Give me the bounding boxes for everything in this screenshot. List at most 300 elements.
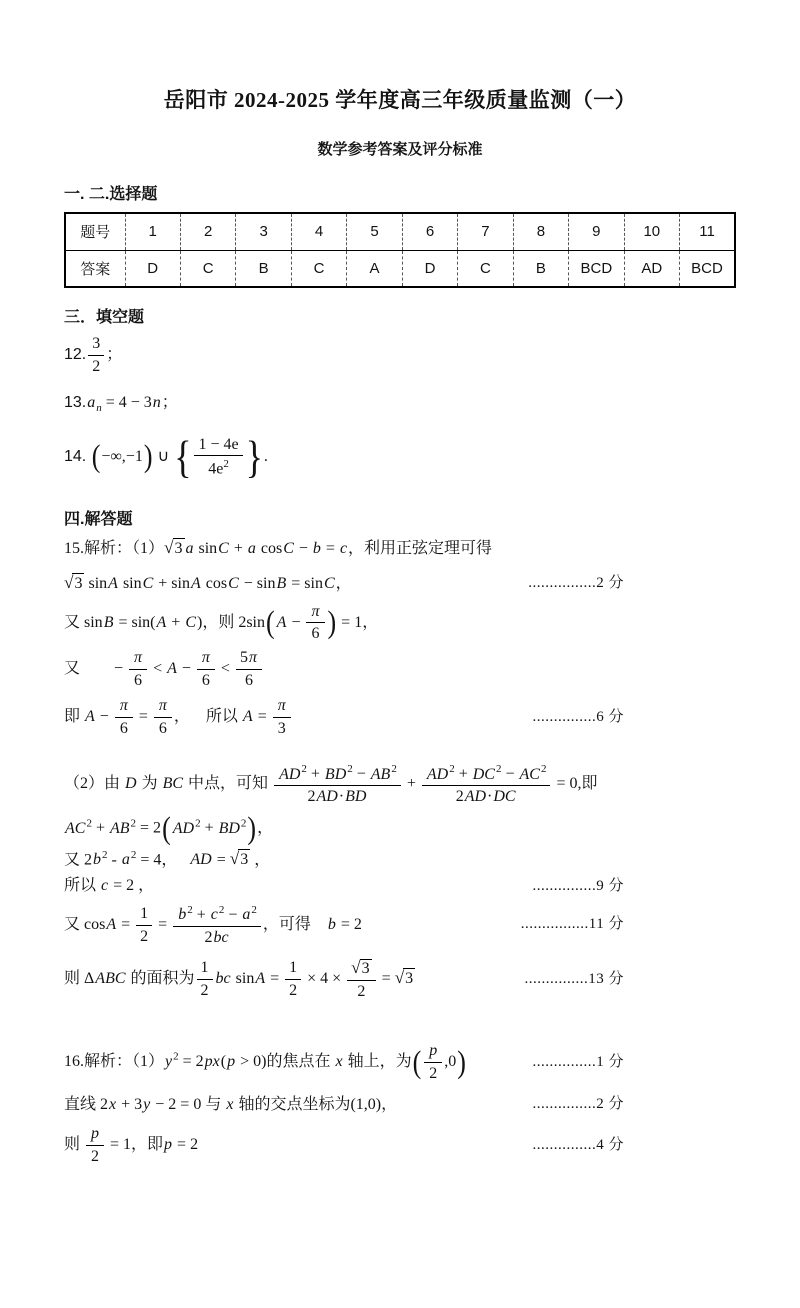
answer-cell: D [402,250,457,287]
math-text: 3 [174,540,183,558]
solution-line [64,810,736,846]
math-text: − [224,906,242,924]
solution-line [64,649,736,689]
math-text: + [229,540,247,558]
superscript: 2 [195,817,201,830]
math-variable: bc [215,970,231,988]
fill-answer-line [64,335,736,375]
question-number-cell: 5 [347,213,402,250]
math-text: = [266,970,284,988]
math-variable: a [185,540,194,558]
fraction [283,959,303,999]
numerator [173,904,261,927]
math-text: + [91,819,109,837]
math-text: 2 [204,928,213,946]
sqrt-radical [230,848,250,871]
math-text: ，利用正弦定理可得 [348,540,493,558]
fraction [195,649,217,689]
answer-cell: B [513,250,568,287]
numerator [424,1042,442,1063]
math-text: = 2 [178,1053,204,1071]
math-text: = [154,915,172,933]
math-variable: B [276,574,287,592]
numerator [136,905,152,926]
math-text: 轴的交点坐标为(1,0)， [234,1095,398,1113]
math-variable: A [85,707,95,725]
solution-line [64,1125,736,1165]
math-text: = 1，即 [106,1136,164,1154]
superscript: 2 [240,817,247,830]
math-text: 3 [405,970,414,988]
score-mark: ................11 分 [520,916,624,933]
math-text: 又 sin [64,613,103,631]
document-page [0,84,800,1308]
math-text: cos [201,574,228,592]
math-variable: AD [464,788,487,806]
math-text: − [95,707,113,725]
math-text: sin [194,540,218,558]
big-bracket: ( [91,438,101,474]
radical-sign: √ [64,572,74,592]
fill-answer-line [64,393,736,415]
math-text: = 2 [173,1136,199,1154]
math-variable: AD [316,788,338,806]
math-variable: p [91,1125,100,1143]
math-text: 1 − 4e [198,435,239,453]
math-variable: A [156,613,167,631]
solution-line [64,572,736,595]
denominator [136,926,152,946]
math-text: 1 [200,959,209,977]
math-variable: n [152,394,161,412]
answer-cell: C [180,250,235,287]
superscript: 2 [495,763,502,776]
line-body [64,904,362,947]
math-text: 2 [91,1148,100,1166]
math-text: 6 [134,671,143,689]
answer-cell: BCD [680,250,735,287]
fraction [171,904,263,947]
math-text: )，则 2sin [196,613,265,631]
math-text: 16.解析：（1） [64,1053,165,1071]
math-variable: π [158,697,167,715]
math-text: 6 [119,719,128,737]
big-bracket: ) [143,438,153,474]
solution-line [64,697,736,737]
math-text: 2 [200,981,209,999]
math-text: 3 [92,335,101,352]
superscript: 2 [347,763,353,776]
numerator [273,697,291,718]
fraction [86,335,106,375]
math-text: （2）由 [64,775,125,793]
math-text: = [377,970,395,988]
math-variable: a [87,394,96,412]
radicand [403,968,415,990]
math-variable: π [311,602,320,620]
line-body [64,431,268,482]
fraction [192,436,244,479]
math-text: − [287,613,305,631]
math-text: 所以 [205,707,242,725]
math-variable: AD [172,819,195,837]
line-body [64,572,352,595]
math-text: 则 [64,1136,85,1154]
math-text: 2 [429,1065,438,1083]
solution-line [64,958,736,1000]
numerator [422,763,551,786]
answer-cell: B [236,250,291,287]
math-variable: b [327,915,336,933]
superscript: 2 [540,763,547,776]
math-text: 2 [140,927,149,945]
radical-sign: √ [164,538,174,558]
math-text: ； [106,345,123,363]
math-variable: AD [426,765,449,783]
denominator [347,981,375,1001]
score-mark: ................2 分 [528,574,624,591]
math-text: ， [173,707,190,725]
fraction [304,603,326,643]
line-body [64,1095,397,1116]
math-text: 即 [64,707,85,725]
numerator [274,763,401,786]
item-number-label: 14. [64,447,91,465]
solution-line [64,537,736,560]
math-text: 3 [74,574,83,592]
math-variable: C [228,574,239,592]
denominator [194,456,242,478]
answer-cell: D [125,250,180,287]
math-variable: ABC [95,970,126,988]
math-variable: p [429,1042,438,1060]
big-bracket: } [245,431,263,482]
math-text: . [263,447,268,465]
fraction [84,1125,106,1165]
line-body [64,649,264,689]
section-heading-choice: 一. 二.选择题 [64,186,158,203]
math-text: = [212,851,230,869]
math-text: 2 [455,788,464,806]
math-text: = 4， [136,851,178,869]
question-number-cell: 4 [291,213,346,250]
line-body [64,810,274,846]
item-number-label: 12. [64,345,87,363]
math-text: + [306,765,324,783]
math-variable: A [255,970,266,988]
math-text: ， [250,851,271,869]
section-heading-solution: 四.解答题 [64,511,133,529]
math-variable: a [247,540,256,558]
radical-sign: √ [351,958,361,978]
math-text: × 4 × [303,970,346,988]
question-number-cell: 2 [180,213,235,250]
math-text: = sin [287,574,323,592]
radicand [360,959,372,978]
line-body [64,876,154,897]
solution-line [64,763,736,806]
fill-answer-line [64,431,736,482]
math-variable: BD [324,765,347,783]
math-text: 6 [201,671,210,689]
numerator [285,959,301,980]
denominator [197,980,213,1000]
radicand [72,573,84,595]
numerator [306,603,324,624]
fraction [195,959,215,999]
math-text: ,0 [444,1053,457,1071]
item-number-label: 13. [64,394,87,412]
score-mark: ...............4 分 [532,1136,624,1153]
math-text: 2 [92,357,101,375]
math-variable: D [125,775,137,793]
line-body [64,763,597,806]
sqrt-radical [351,958,371,978]
answer-cell: C [458,250,513,287]
big-bracket: ) [247,810,257,846]
math-variable: C [218,540,229,558]
superscript: 2 [218,903,225,916]
answer-cell: BCD [569,250,624,287]
math-text: 又 2 [64,851,93,869]
answer-cell: AD [624,250,679,287]
sqrt-radical [64,572,84,595]
math-text: = 1， [337,613,379,631]
math-variable: C [185,613,196,631]
superscript: 2 [391,763,397,776]
question-number-cell: 6 [402,213,457,250]
line-body [64,537,492,560]
math-variable: DC [472,765,495,783]
math-text: ，可得 [262,915,311,933]
math-variable: b [93,851,102,869]
math-text: = 4 − 3 [101,394,152,412]
math-text: 轴上，为 [343,1053,412,1071]
question-number-cell: 1 [125,213,180,250]
row-label-cell: 答案 [65,250,125,287]
numerator [154,697,172,718]
question-number-cell: 11 [680,213,735,250]
math-text: sin [231,970,255,988]
big-bracket: ) [327,604,337,640]
math-variable: a [242,906,251,924]
answer-table [64,212,736,288]
denominator [273,718,291,738]
denominator [115,718,133,738]
numerator [194,436,242,457]
math-text: + [192,906,210,924]
line-body [64,848,270,871]
math-text: < [216,659,234,677]
math-text: = sin( [114,613,156,631]
denominator [154,718,172,738]
math-text: 又 [64,659,81,677]
big-bracket: ( [162,810,171,846]
denominator [306,623,324,643]
math-text: − [501,765,519,783]
big-bracket: ) [457,1044,466,1080]
fraction [271,697,293,737]
sqrt-radical [164,537,184,560]
math-variable: px [204,1053,220,1071]
question-number-cell: 10 [624,213,679,250]
fraction [420,763,553,806]
math-variable: C [323,574,335,592]
math-variable: A [276,613,287,631]
line-body [64,335,122,375]
line-body [64,393,178,415]
score-mark: ...............13 分 [524,970,624,987]
row-label-cell: 题号 [65,213,125,250]
math-text: ( [220,1053,227,1071]
math-text: 5 [239,648,248,666]
numerator [86,1125,104,1146]
math-variable: AC [65,819,86,837]
math-text: − [294,540,312,558]
answer-cell: A [347,250,402,287]
math-text: − 2 = 0 与 [151,1095,226,1113]
score-mark: ...............6 分 [532,708,624,725]
math-variable: c [101,876,109,894]
math-variable: BD [345,788,367,806]
math-text: + [454,765,472,783]
math-text: − [114,659,128,677]
question-number-cell: 8 [513,213,568,250]
question-number-cell: 3 [236,213,291,250]
superscript: 2 [251,903,257,916]
solution-line [64,1042,736,1082]
denominator [88,356,104,376]
math-text: 2 [357,982,366,1000]
superscript: 2 [449,763,455,776]
numerator [236,649,262,670]
numerator [197,649,215,670]
math-variable: y [165,1053,173,1071]
math-variable: b [178,906,187,924]
math-variable: BC [162,775,184,793]
line-body [64,697,293,737]
document-title: 岳阳市 2024-2025 学年度高三年级质量监测（一） [163,88,637,112]
answer-row [65,250,735,287]
document-subtitle: 数学参考答案及评分标准 [317,142,483,158]
math-variable: p [164,1136,173,1154]
math-text: sin [84,574,108,592]
math-text: ∪ [153,447,174,465]
math-variable: BD [218,819,240,837]
math-text: 6 [311,625,320,643]
math-text: = [117,915,135,933]
math-variable: B [103,613,114,631]
superscript: 2 [173,1050,179,1063]
answer-cell: C [291,250,346,287]
math-text: + [402,775,420,793]
radicand [173,538,185,560]
math-variable: A [106,915,117,933]
math-text: = [134,707,152,725]
superscript: 2 [301,763,307,776]
math-variable: x [109,1095,117,1113]
math-text: · [338,788,345,806]
math-text: + [200,819,218,837]
math-text: 4e [208,460,224,478]
big-bracket: ( [412,1044,422,1080]
fill-in-answers [64,335,736,482]
sqrt-radical [395,967,415,990]
math-variable: y [143,1095,151,1113]
math-variable: A [108,574,118,592]
math-text: 1 [140,904,149,922]
denominator [236,670,262,690]
math-text: 15.解析：（1） [64,540,165,558]
question-number-cell: 9 [569,213,624,250]
superscript: 2 [130,817,137,830]
subscript: n [96,402,102,415]
numerator [88,335,104,356]
radicand [238,849,250,871]
math-variable: bc [213,928,229,946]
math-variable: C [142,574,154,592]
denominator [285,980,301,1000]
math-variable: A [167,659,177,677]
math-text: 直线 2 [64,1095,109,1113]
solution-line [64,1095,736,1116]
line-body [64,603,378,643]
superscript: 2 [223,458,229,471]
math-variable: a [121,851,130,869]
denominator [173,927,261,947]
denominator [274,786,401,806]
question-number-cell: 7 [458,213,513,250]
math-text: ， [257,819,274,837]
math-variable: DC [493,788,516,806]
solution-line [64,603,736,643]
fraction [272,763,403,806]
superscript: 2 [130,848,137,861]
math-variable: A [190,574,201,592]
math-text: − [352,765,370,783]
numerator [347,958,375,981]
superscript: 2 [187,903,193,916]
math-variable: AB [370,765,391,783]
score-mark: ...............9 分 [532,877,624,894]
math-variable: π [119,697,128,715]
math-text: 2 [307,788,316,806]
math-text: + sin [154,574,190,592]
big-bracket: { [174,431,192,482]
math-text: > 0)的焦点在 [236,1053,335,1071]
math-text: = [321,540,339,558]
section-heading-fill: 三．填空题 [64,309,145,326]
line-body [64,1125,198,1165]
math-text: - [107,851,121,869]
math-text: 3 [240,851,249,869]
denominator [422,786,551,806]
math-text: 为 [137,775,162,793]
math-variable: π [248,648,257,666]
denominator [129,670,147,690]
fraction [113,697,135,737]
math-text: 6 [158,719,167,737]
fraction [422,1042,444,1082]
math-variable: AC [519,765,540,783]
math-text: = 0,即 [552,775,598,793]
math-variable: π [277,697,286,715]
math-text: 2 [289,981,298,999]
fraction [134,905,154,945]
math-text: 中点，可知 [184,775,273,793]
fraction [127,649,149,689]
math-variable: AD [279,765,301,783]
